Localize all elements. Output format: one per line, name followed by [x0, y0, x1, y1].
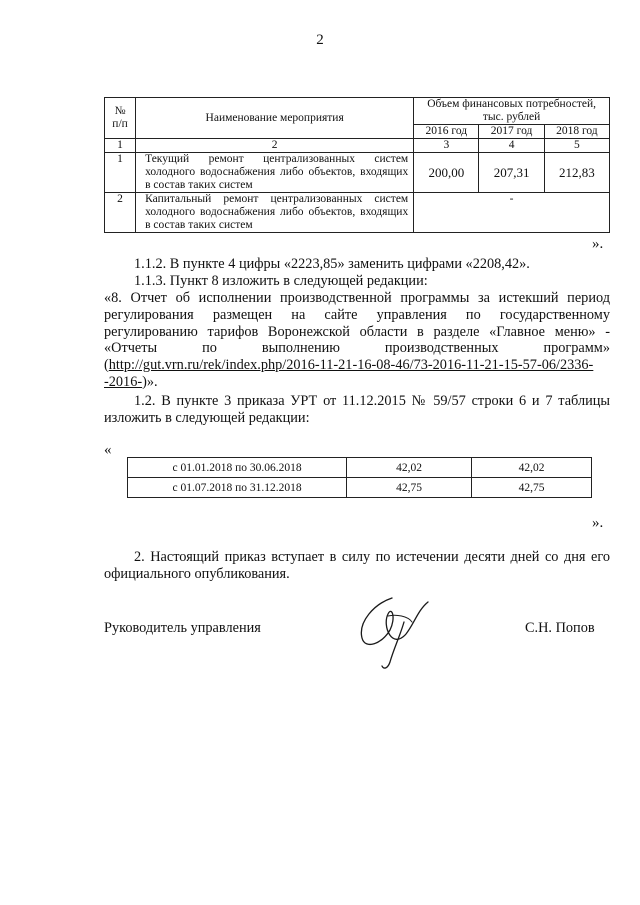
- index-cell: 1: [105, 139, 136, 153]
- quote-item-8-text: «8. Отчет об исполнении производственной программы за истекший период регулирования размещен на сайте управления по государственному регулированию тарифов Воронежской области в разделе «Главное меню» - «Отчеты по выполнению производственных программ» (: [104, 290, 610, 374]
- row-name: [136, 153, 414, 193]
- row-name: [136, 193, 414, 233]
- quote-close-1: ».: [592, 236, 604, 252]
- tariff-value: 42,02: [472, 458, 592, 478]
- value-2018: 212,83: [544, 153, 609, 193]
- table-row: [128, 478, 592, 498]
- tariff-value: 42,02: [347, 458, 472, 478]
- paragraph-2: 2. Настоящий приказ вступает в силу по истечении десяти дней со дня его официального опубликования.: [104, 549, 610, 582]
- index-cell: 2: [136, 139, 414, 153]
- tariff-period: с 01.07.2018 по 31.12.2018: [128, 478, 347, 498]
- row-num: 1: [105, 153, 136, 193]
- table-row: [105, 193, 610, 233]
- header-num: № п/п: [105, 98, 136, 139]
- paragraph-1-1-3: 1.1.3. Пункт 8 изложить в следующей редакции:: [134, 273, 428, 289]
- value-2016: 200,00: [414, 153, 479, 193]
- header-year-2018: 2018 год: [544, 125, 609, 139]
- quote-item-8: [104, 290, 610, 391]
- header-year-2017: 2017 год: [479, 125, 544, 139]
- table-index-row: [105, 139, 610, 153]
- paragraph-1-1-2: 1.1.2. В пункте 4 цифры «2223,85» заменить цифрами «2208,42».: [134, 256, 530, 272]
- table-row: [105, 153, 610, 193]
- paragraph-1-2: 1.2. В пункте 3 приказа УРТ от 11.12.2015 № 59/57 строки 6 и 7 таблицы изложить в следующей редакции:: [104, 393, 610, 426]
- tariff-value: 42,75: [472, 478, 592, 498]
- signatory-name: С.Н. Попов: [525, 620, 595, 636]
- index-cell: 4: [479, 139, 544, 153]
- row-num: 2: [105, 193, 136, 233]
- header-year-2016: 2016 год: [414, 125, 479, 139]
- tariff-period: с 01.01.2018 по 30.06.2018: [128, 458, 347, 478]
- index-cell: 5: [544, 139, 609, 153]
- handwritten-signature: [352, 592, 432, 672]
- header-volume: Объем финансовых потребностей, тыс. рублей: [414, 98, 610, 125]
- row-name-text: Текущий ремонт централизованных систем холодного водоснабжения либо объектов, входящих в состав таких систем: [145, 153, 409, 191]
- row-dash: -: [414, 193, 610, 233]
- page-number: 2: [316, 32, 324, 48]
- tariff-table: [127, 457, 592, 498]
- index-cell: 3: [414, 139, 479, 153]
- quote-close-2: ».: [592, 515, 604, 531]
- quote-item-8-end: )».: [142, 373, 158, 390]
- measures-table: [104, 97, 610, 233]
- signatory-role: Руководитель управления: [104, 620, 261, 636]
- table-row: [128, 458, 592, 478]
- row-name-text: Капитальный ремонт централизованных систем холодного водоснабжения либо объектов, входящих в состав таких систем: [145, 193, 409, 231]
- report-link[interactable]: http://gut.vrn.ru/rek/index.php/2016-11-21-16-08-46/73-2016-11-21-15-57-06/2336--2016-: [104, 357, 594, 390]
- header-name: Наименование мероприятия: [136, 98, 414, 139]
- tariff-value: 42,75: [347, 478, 472, 498]
- quote-open: «: [104, 442, 112, 458]
- value-2017: 207,31: [479, 153, 544, 193]
